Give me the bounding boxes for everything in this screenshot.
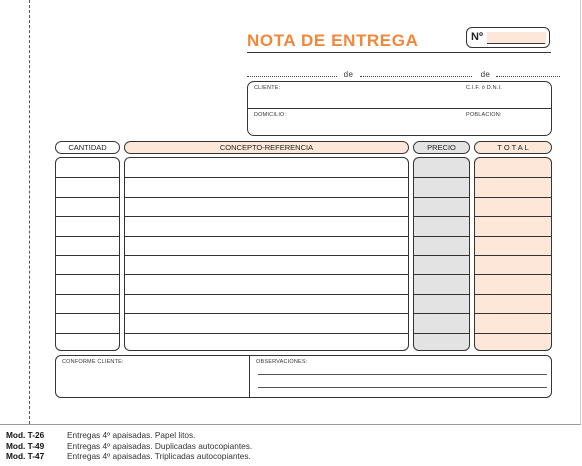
table-row-line <box>56 255 119 256</box>
client-box[interactable] <box>247 81 552 136</box>
table-row-line <box>414 333 469 334</box>
column-concepto[interactable] <box>124 157 409 351</box>
table-row-line <box>56 177 119 178</box>
city-label: POBLACION: <box>466 112 502 118</box>
date-month-field[interactable] <box>360 69 472 77</box>
number-field-line <box>487 43 545 44</box>
model-code: Mod. T-49 <box>6 440 45 451</box>
column-cantidad[interactable] <box>55 157 120 351</box>
header-cantidad: CANTIDAD <box>55 141 120 154</box>
observaciones-label: OBSERVACIONES: <box>256 359 308 365</box>
model-list <box>6 430 252 462</box>
column-precio[interactable] <box>413 157 470 351</box>
table-row-line <box>125 216 408 217</box>
form-title: NOTA DE ENTREGA <box>247 31 419 50</box>
table-row-line <box>475 255 551 256</box>
table-row-line <box>475 274 551 275</box>
table-row-line <box>125 255 408 256</box>
model-code: Mod. T-26 <box>6 430 45 440</box>
client-divider <box>248 108 551 109</box>
number-label: Nº <box>471 31 483 43</box>
table-row-line <box>414 274 469 275</box>
table-row-line <box>125 333 408 334</box>
footer-divider <box>249 356 250 397</box>
table-row-line <box>56 274 119 275</box>
table-row-line <box>125 236 408 237</box>
date-place-field[interactable] <box>247 69 337 77</box>
table-row-line <box>125 177 408 178</box>
model-row <box>6 441 252 452</box>
date-year-field[interactable] <box>496 69 560 77</box>
table-row-line <box>56 294 119 295</box>
footer-box[interactable] <box>55 355 552 398</box>
model-row <box>6 430 252 441</box>
table-row-line <box>475 236 551 237</box>
table-row-line <box>56 313 119 314</box>
header-total: T O T A L <box>474 141 552 154</box>
table-row-line <box>414 313 469 314</box>
model-code: Mod. T-47 <box>6 451 45 461</box>
client-label: CLIENTE: <box>254 85 281 91</box>
title-rule <box>247 52 551 53</box>
table-row-line <box>56 236 119 237</box>
table-row-line <box>414 216 469 217</box>
table-row-line <box>475 216 551 217</box>
number-box[interactable] <box>466 27 550 48</box>
table-row-line <box>414 236 469 237</box>
model-description: Entregas 4º apaisadas. Triplicadas autocopiantes. <box>67 451 251 461</box>
date-line[interactable] <box>247 69 560 79</box>
cif-label: C.I.F. ó D.N.I. <box>466 85 503 91</box>
table-row-line <box>56 333 119 334</box>
header-concepto: CONCEPTO-REFERENCIA <box>124 141 409 154</box>
perforation-line <box>29 0 30 424</box>
table-row-line <box>475 313 551 314</box>
table-row-line <box>475 177 551 178</box>
table-row-line <box>56 216 119 217</box>
table-row-line <box>125 313 408 314</box>
model-description: Entregas 4º apaisadas. Papel litos. <box>67 430 196 440</box>
header-precio: PRECIO <box>413 141 470 154</box>
table-row-line <box>125 274 408 275</box>
table-row-line <box>414 197 469 198</box>
date-connector-1: de <box>343 70 354 79</box>
table-row-line <box>414 255 469 256</box>
table-row-line <box>475 197 551 198</box>
observaciones-line <box>258 374 547 375</box>
column-total[interactable] <box>474 157 552 351</box>
table-row-line <box>56 197 119 198</box>
table-row-line <box>414 177 469 178</box>
conforme-label: CONFORME CLIENTE: <box>62 359 124 365</box>
table-row-line <box>125 294 408 295</box>
table-row-line <box>475 294 551 295</box>
date-connector-2: de <box>480 70 491 79</box>
table-row-line <box>125 197 408 198</box>
model-description: Entregas 4º apaisadas. Duplicadas autocopiantes. <box>67 440 253 451</box>
address-label: DOMICILIO: <box>254 112 287 118</box>
observaciones-line <box>258 387 547 388</box>
table-row-line <box>475 333 551 334</box>
table-row-line <box>414 294 469 295</box>
model-row <box>6 451 252 462</box>
